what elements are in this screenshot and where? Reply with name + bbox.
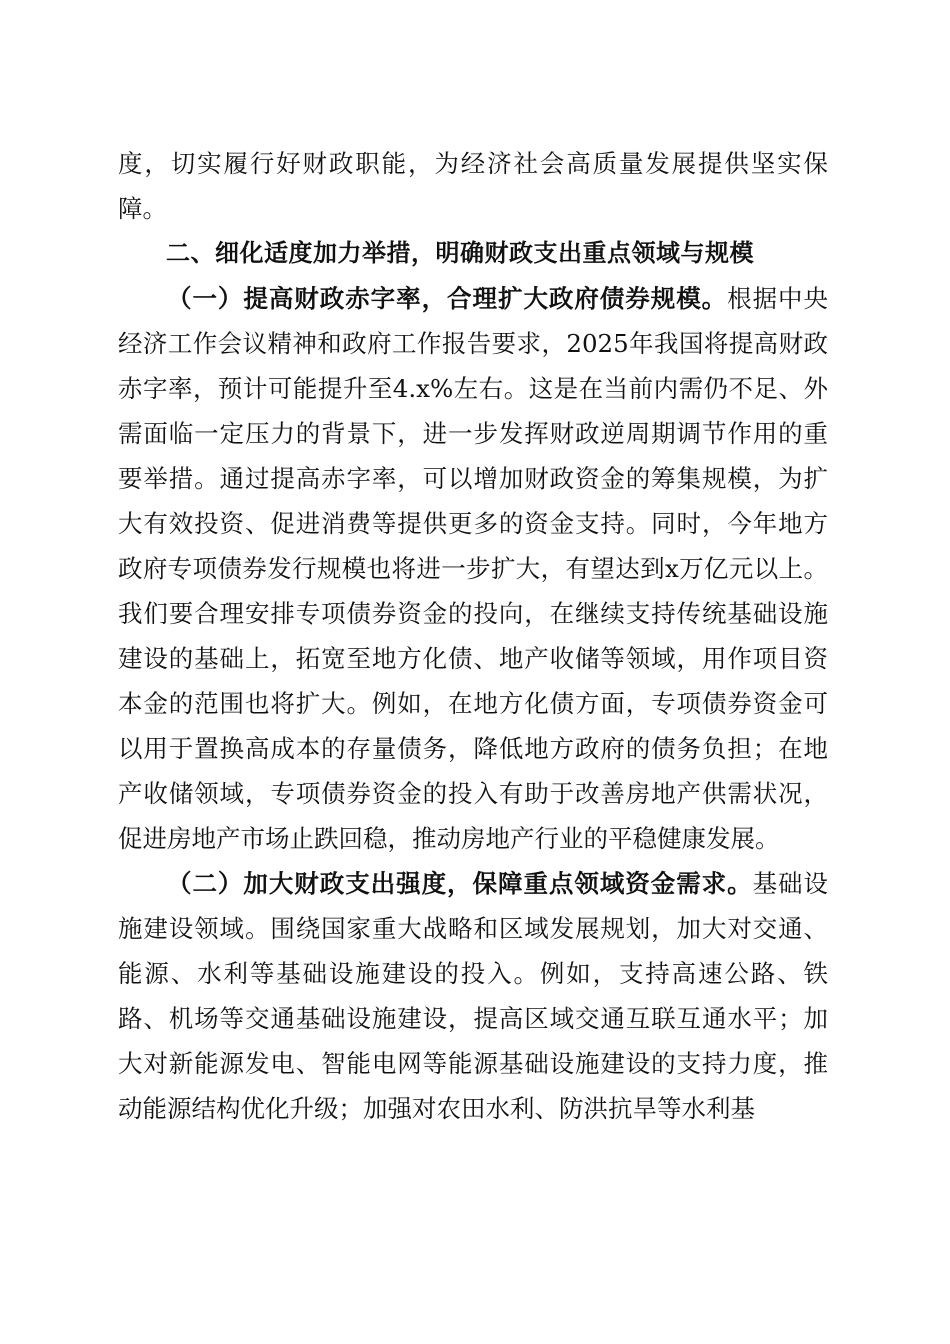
subsection-lead-1: （一）提高财政赤字率，合理扩大政府债券规模。: [167, 284, 728, 313]
subsection-body-1: 根据中央经济工作会议精神和政府工作报告要求，2025年我国将提高财政赤字率，预计可能提升至4.x%左右。这是在当前内需仍不足、外需面临一定压力的背景下，进一步发挥财政逆周期调节作用的重要举措。通过提高赤字率，可以增加财政资金的筹集规模，为扩大有效投资、促进消费等提供更多的资金支持。同时，今年地方政府专项债券发行规模也将进一步扩大，有望达到x万亿元以上。我们要合理安排专项债券资金的投向，在继续支持传统基础设施建设的基础上，拓宽至地方化债、地产收储等领域，用作项目资本金的范围也将扩大。例如，在地方化债方面，专项债券资金可以用于置换高成本的存量债务，降低地方政府的债务负担；在地产收储领域，专项债券资金的投入有助于改善房地产供需状况，促进房地产市场止跌回稳，推动房地产行业的平稳健康发展。: [118, 284, 829, 853]
subsection-body-2: 基础设施建设领域。围绕国家重大战略和区域发展规划，加大对交通、能源、水利等基础设施建设的投入。例如，支持高速公路、铁路、机场等交通基础设施建设，提高区域交通互联互通水平；加大对新能源发电、智能电网等能源基础设施建设的支持力度，推动能源结构优化升级；加强对农田水利、防洪抗旱等水利基: [118, 869, 828, 1123]
continuation-paragraph: 度，切实履行好财政职能，为经济社会高质量发展提供坚实保障。: [118, 149, 828, 223]
subsection-lead-2: （二）加大财政支出强度，保障重点领域资金需求。: [167, 869, 753, 898]
document-body: [118, 141, 828, 1131]
section-heading: 二、细化适度加力举措，明确财政支出重点领域与规模: [166, 239, 754, 267]
subsection-paragraph-2: [118, 861, 828, 1131]
subsection-paragraph-1: [118, 276, 828, 861]
